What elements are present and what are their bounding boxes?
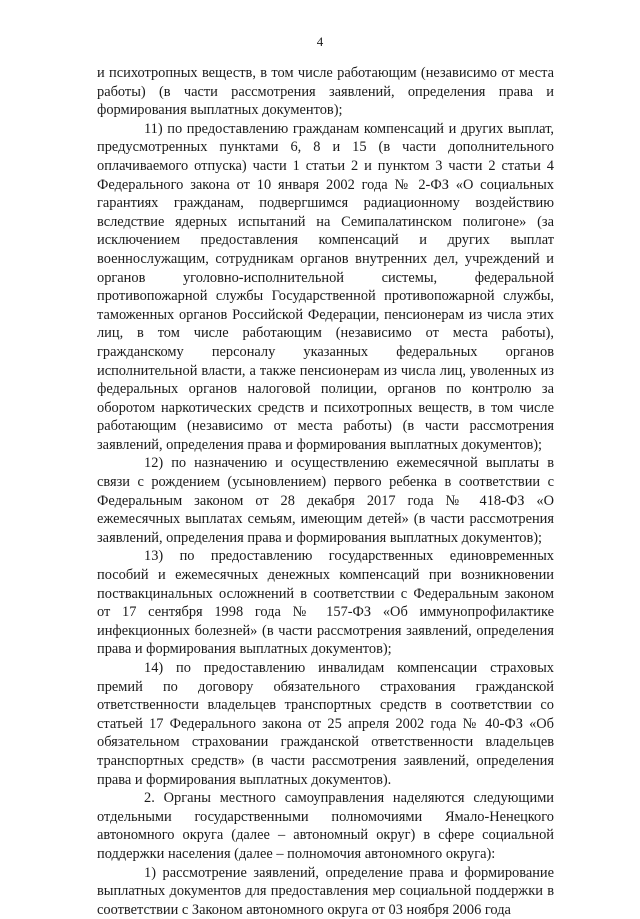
paragraph-item-14: 14) по предоставлению инвалидам компенсации страховых премий по договору обязательного страхования гражданской ответственности владельцев транспортных средств в соответствии со статьей 17 Федерального закона от 25 апреля 2002 года № 40-ФЗ «Об обязательном страховании гражданской ответственности владельцев транспортных средств» (в части рассмотрения заявлений, определения права и формирования выплатных документов). (97, 660, 554, 788)
paragraph-continuation: и психотропных веществ, в том числе работающим (независимо от места работы) (в части рассмотрения заявлений, определения права и формирования выплатных документов); (97, 65, 554, 119)
paragraph-item-11: 11) по предоставлению гражданам компенсаций и других выплат, предусмотренных пунктами 6, 8 и 15 (в части дополнительного оплачиваемого отпуска) части 1 статьи 2 и пунктом 3 части 2 статьи 4 Федерального закона от 10 января 2002 года № 2-ФЗ «О социальных гарантиях гражданам, подвергшимся радиационному воздействию вследствие ядерных испытаний на Семипалатинском полигоне» (за исключением предоставления компенсаций и других выплат военнослужащим, сотрудникам органов внутренних дел, учреждений и органов уголовно-исполнительной системы, федеральной противопожарной службы Государственной противопожарной службы, таможенных органов Российской Федерации, пенсионерам из числа этих лиц, в том числе работающим (независимо от места работы), гражданскому персоналу указанных федеральных органов исполнительной власти, а также пенсионерам из числа лиц, уволенных из федеральных органов налоговой полиции, органов по контролю за оборотом наркотических средств и психотропных веществ, в том числе работающим (независимо от места работы) (в части рассмотрения заявлений, определения права и формирования выплатных документов); (97, 120, 554, 453)
page-number: 4 (316, 34, 324, 49)
document-body (97, 64, 554, 919)
paragraph-item-13: 13) по предоставлению государственных единовременных пособий и ежемесячных денежных компенсаций при возникновении поствакцинальных осложнений в соответствии с Федеральным законом от 17 сентября 1998 года № 157-ФЗ «Об иммунопрофилактике инфекционных болезней» (в части рассмотрения заявлений, определения права и формирования выплатных документов); (97, 548, 554, 658)
paragraph-subitem-1: 1) рассмотрение заявлений, определение права и формирование выплатных документов для предоставления мер социальной поддержки в соответствии с Законом автономного округа от 03 ноября 2006 года (97, 864, 554, 918)
paragraph-item-12: 12) по назначению и осуществлению ежемесячной выплаты в связи с рождением (усыновлением) первого ребенка в соответствии с Федеральным законом от 28 декабря 2017 года № 418-ФЗ «О ежемесячных выплатах семьям, имеющим детей» (в части рассмотрения заявлений, определения права и формирования выплатных документов); (97, 455, 554, 546)
paragraph-section-2: 2. Органы местного самоуправления наделяются следующими отдельными государственными полномочиями Ямало-Ненецкого автономного округа (далее – автономный округ) в сфере социальной поддержки населения (далее – полномочия автономного округа): (97, 790, 554, 862)
